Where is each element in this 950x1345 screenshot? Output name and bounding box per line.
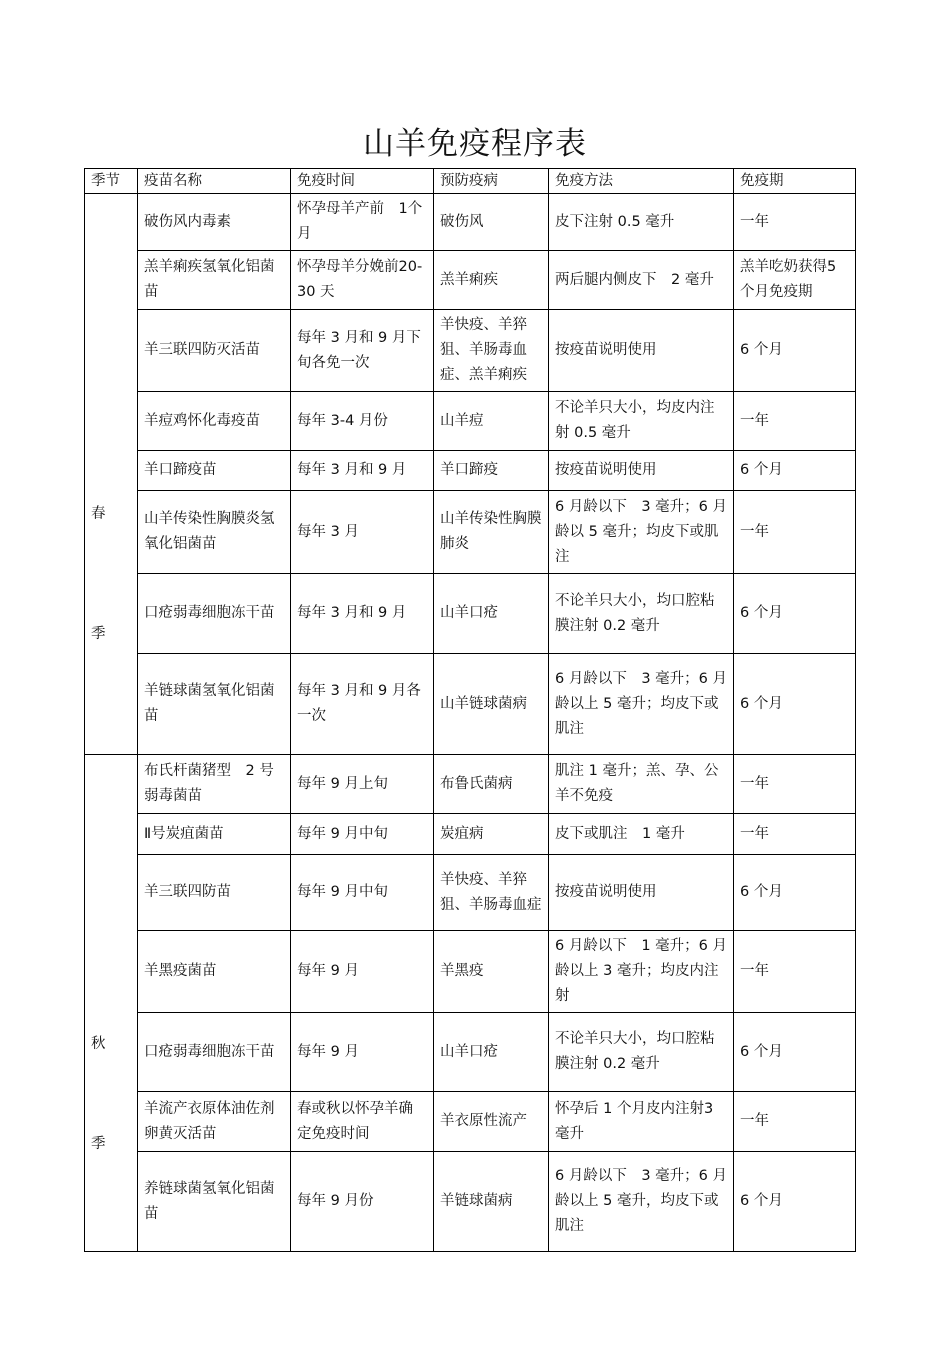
table-row: [85, 814, 856, 855]
header-season: 季节: [85, 169, 138, 194]
method: 怀孕后 1 个月皮内注射3 毫升: [549, 1092, 734, 1152]
method: 6 月龄以下 3 毫升；6 月龄以上 5 毫升，均皮下或肌注: [549, 1152, 734, 1252]
vaccine-name: 养链球菌氢氧化铝菌苗: [138, 1152, 291, 1252]
period: 羔羊吃奶获得5 个月免疫期: [734, 251, 856, 310]
disease: 羔羊痢疾: [434, 251, 549, 310]
immunization-time: 每年 9 月上旬: [291, 755, 434, 814]
period: 一年: [734, 931, 856, 1013]
disease: 羊黑疫: [434, 931, 549, 1013]
table-header-row: [85, 169, 856, 194]
method: 不论羊只大小，均皮内注射 0.5 毫升: [549, 392, 734, 451]
vaccine-name: 山羊传染性胸膜炎氢氧化铝菌苗: [138, 491, 291, 574]
method: 两后腿内侧皮下 2 毫升: [549, 251, 734, 310]
immunization-time: 每年 3 月和 9 月下旬各免一次: [291, 310, 434, 392]
vaccine-name: 羊口蹄疫苗: [138, 451, 291, 491]
table-row: [85, 194, 856, 251]
period: 一年: [734, 1092, 856, 1152]
period: 6 个月: [734, 855, 856, 931]
method: 皮下或肌注 1 毫升: [549, 814, 734, 855]
method: 6 月龄以下 3 毫升；6 月龄以 5 毫升；均皮下或肌注: [549, 491, 734, 574]
header-period: 免疫期: [734, 169, 856, 194]
period: 6 个月: [734, 574, 856, 654]
immunization-time: 春或秋以怀孕羊确定免疫时间: [291, 1092, 434, 1152]
table-row: [85, 855, 856, 931]
table-row: [85, 931, 856, 1013]
vaccine-name: 羔羊痢疾氢氧化铝菌苗: [138, 251, 291, 310]
vaccine-name: 布氏杆菌猪型 2 号弱毒菌苗: [138, 755, 291, 814]
immunization-time: 每年 9 月: [291, 931, 434, 1013]
period: 6 个月: [734, 310, 856, 392]
disease: 羊衣原性流产: [434, 1092, 549, 1152]
season-label-bottom: 季: [91, 1135, 106, 1152]
vaccine-name: 羊三联四防灭活苗: [138, 310, 291, 392]
period: 6 个月: [734, 451, 856, 491]
immunization-time: 每年 3-4 月份: [291, 392, 434, 451]
disease: 山羊链球菌病: [434, 654, 549, 755]
method: 不论羊只大小，均口腔粘膜注射 0.2 毫升: [549, 1013, 734, 1092]
period: 一年: [734, 194, 856, 251]
immunization-time: 每年 3 月: [291, 491, 434, 574]
period: 一年: [734, 491, 856, 574]
period: 6 个月: [734, 654, 856, 755]
method: 肌注 1 毫升；羔、孕、公羊不免疫: [549, 755, 734, 814]
method: 按疫苗说明使用: [549, 310, 734, 392]
table-row: [85, 451, 856, 491]
immunization-time: 每年 3 月和 9 月: [291, 451, 434, 491]
table-row: [85, 251, 856, 310]
method: 按疫苗说明使用: [549, 451, 734, 491]
method: 按疫苗说明使用: [549, 855, 734, 931]
vaccine-name: 羊三联四防苗: [138, 855, 291, 931]
immunization-time: 每年 9 月中旬: [291, 814, 434, 855]
disease: 破伤风: [434, 194, 549, 251]
disease: 山羊口疮: [434, 574, 549, 654]
vaccine-name: 口疮弱毒细胞冻干苗: [138, 574, 291, 654]
table-row: [85, 654, 856, 755]
period: 一年: [734, 392, 856, 451]
season-label-bottom: 季: [91, 625, 106, 642]
immunization-time: 每年 9 月: [291, 1013, 434, 1092]
season-spring: [85, 194, 138, 755]
immunization-time: 怀孕母羊产前 1个月: [291, 194, 434, 251]
vaccine-name: 羊痘鸡怀化毒疫苗: [138, 392, 291, 451]
immunization-time: 每年 9 月份: [291, 1152, 434, 1252]
table-row: [85, 1092, 856, 1152]
period: 一年: [734, 814, 856, 855]
disease: 山羊口疮: [434, 1013, 549, 1092]
period: 一年: [734, 755, 856, 814]
vaccine-name: 口疮弱毒细胞冻干苗: [138, 1013, 291, 1092]
table-row: [85, 392, 856, 451]
table-row: [85, 755, 856, 814]
header-method: 免疫方法: [549, 169, 734, 194]
table-row: [85, 310, 856, 392]
header-disease: 预防疫病: [434, 169, 549, 194]
method: 皮下注射 0.5 毫升: [549, 194, 734, 251]
immunization-time: 每年 9 月中旬: [291, 855, 434, 931]
header-vaccine-name: 疫苗名称: [138, 169, 291, 194]
immunization-table: [84, 168, 856, 1252]
period: 6 个月: [734, 1013, 856, 1092]
method: 6 月龄以下 1 毫升；6 月龄以上 3 毫升；均皮内注射: [549, 931, 734, 1013]
vaccine-name: 破伤风内毒素: [138, 194, 291, 251]
disease: 山羊痘: [434, 392, 549, 451]
method: 6 月龄以下 3 毫升；6 月龄以上 5 毫升；均皮下或肌注: [549, 654, 734, 755]
season-autumn: [85, 755, 138, 1252]
vaccine-name: Ⅱ号炭疽菌苗: [138, 814, 291, 855]
disease: 羊口蹄疫: [434, 451, 549, 491]
season-label-top: 春: [91, 505, 106, 522]
header-immunization-time: 免疫时间: [291, 169, 434, 194]
immunization-time: 每年 3 月和 9 月各一次: [291, 654, 434, 755]
table-row: [85, 491, 856, 574]
vaccine-name: 羊链球菌氢氧化铝菌苗: [138, 654, 291, 755]
method: 不论羊只大小，均口腔粘膜注射 0.2 毫升: [549, 574, 734, 654]
immunization-time: 每年 3 月和 9 月: [291, 574, 434, 654]
page-title: 山羊免疫程序表: [363, 126, 587, 162]
disease: 羊快疫、羊猝狙、羊肠毒血症、羔羊痢疾: [434, 310, 549, 392]
disease: 羊链球菌病: [434, 1152, 549, 1252]
immunization-time: 怀孕母羊分娩前20-30 天: [291, 251, 434, 310]
disease: 山羊传染性胸膜肺炎: [434, 491, 549, 574]
disease: 布鲁氏菌病: [434, 755, 549, 814]
season-label-top: 秋: [91, 1035, 106, 1052]
period: 6 个月: [734, 1152, 856, 1252]
disease: 羊快疫、羊猝狙、羊肠毒血症: [434, 855, 549, 931]
table-row: [85, 1013, 856, 1092]
disease: 炭疽病: [434, 814, 549, 855]
table-row: [85, 574, 856, 654]
vaccine-name: 羊流产衣原体油佐剂卵黄灭活苗: [138, 1092, 291, 1152]
vaccine-name: 羊黑疫菌苗: [138, 931, 291, 1013]
table-row: [85, 1152, 856, 1252]
